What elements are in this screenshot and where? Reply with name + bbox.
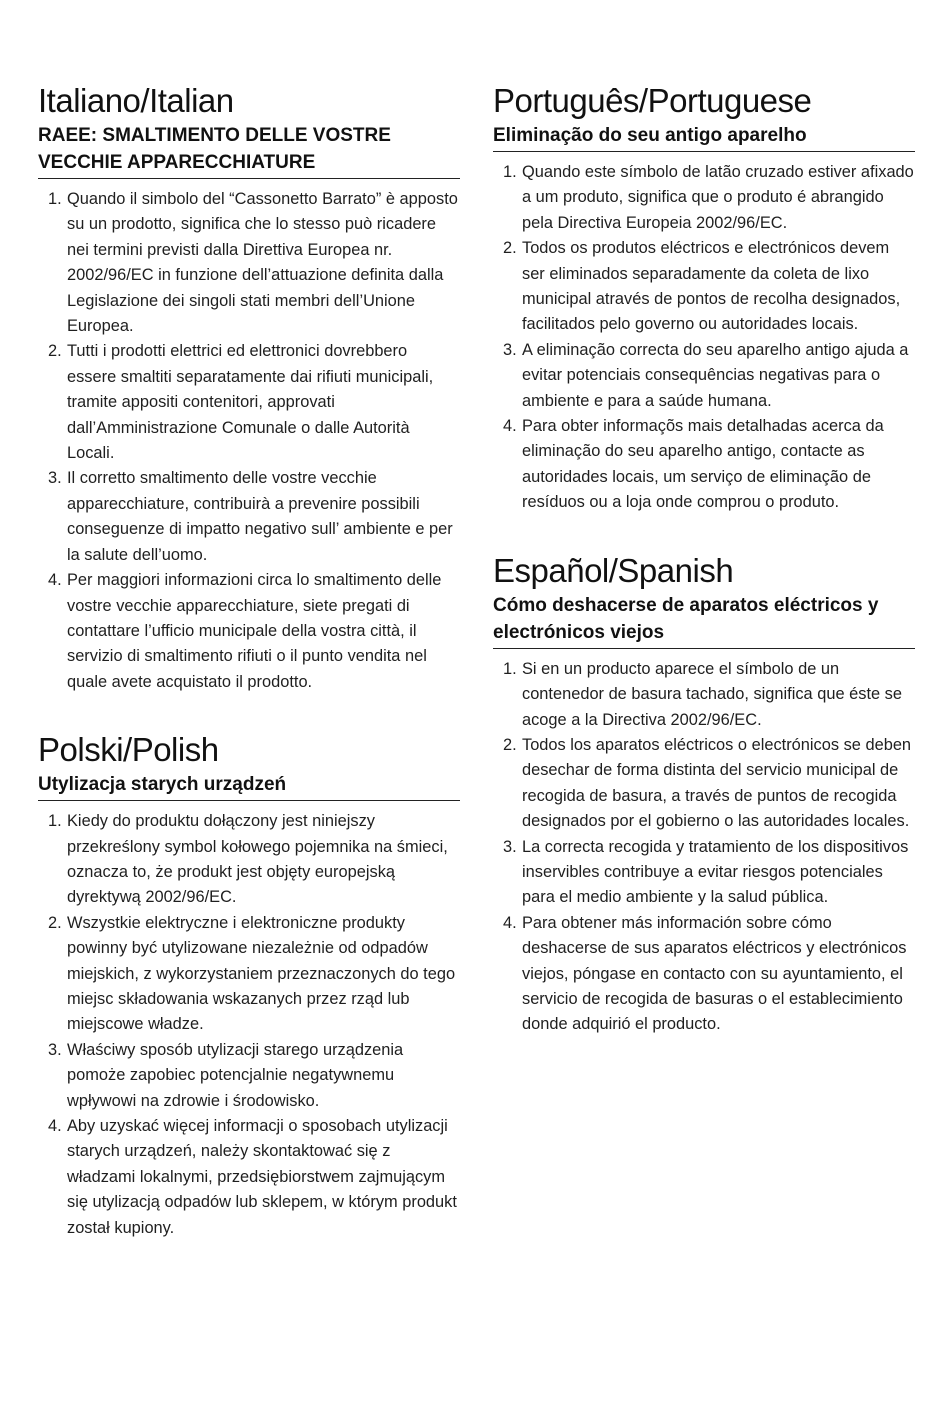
item-text: Para obter informaçõs mais detalhadas acerca da eliminação do seu aparelho antigo, contacte as autoridades locais, um serviço de eliminação de resíduos ou a loja onde comprou o produto. [522, 417, 884, 512]
item-number: 2. [503, 239, 517, 258]
item-text: Aby uzyskać więcej informacji o sposobach utylizacji starych urządzeń, należy skontaktować się z władzami lokalnymi, przedsiębiorstwem zajmującym się utylizacją odpadów lub sklepem, w którym produkt został kupiony. [67, 1117, 457, 1237]
left-column [38, 80, 460, 1275]
item-text: Wszystkie elektryczne i elektroniczne produkty powinny być utylizowane niezależnie od odpadów miejskich, z wykorzystaniem przeznaczonych do tego miejsc składowania wskazanych przez rząd lub miejscowe władze. [67, 913, 456, 1034]
portuguese-list [493, 160, 915, 516]
item-text: Para obtener más información sobre cómo deshacerse de sus aparatos eléctricos y electrónicos viejos, póngase en contacto con su ayuntamiento, el servicio de recogida de basuras o el establecimiento donde adquirió el producto. [522, 913, 907, 1034]
portuguese-section [493, 80, 915, 516]
item-number: 1. [503, 659, 517, 678]
item-text: Todos os produtos eléctricos e electrónicos devem ser eliminados separadamente da coleta de lixo municipal através de pontos de recolha designados, facilitados pelo governo ou autoridades locais. [522, 239, 901, 334]
list-item [38, 187, 460, 339]
list-item [38, 809, 460, 911]
item-text: Si en un producto aparece el símbolo de un contenedor de basura tachado, significa que éste se acoge a la Directiva 2002/96/EC. [522, 659, 902, 729]
portuguese-subtitle: Eliminação do seu antigo aparelho [493, 122, 915, 152]
polish-subtitle: Utylizacja starych urządzeń [38, 771, 460, 801]
item-text: Il corretto smaltimento delle vostre vecchie apparecchiature, contribuirà a prevenire possibili conseguenze di impatto negativo sull’ ambiente e per la salute dell’uomo. [67, 469, 453, 564]
item-number: 4. [503, 417, 517, 436]
list-item [38, 1114, 460, 1241]
item-number: 1. [48, 812, 62, 831]
item-number: 3. [503, 340, 517, 359]
spanish-subtitle: Cómo deshacerse de aparatos eléctricos y electrónicos viejos [493, 592, 915, 649]
list-item [493, 733, 915, 835]
item-number: 3. [48, 469, 62, 488]
item-text: Todos los aparatos eléctricos o electrónicos se deben desechar de forma distinta del servicio municipal de recogida de basura, a través de puntos de recogida designados por el gobierno o las autoridades locales. [522, 735, 912, 831]
spanish-title: Español/Spanish [493, 551, 734, 589]
item-text: Właściwy sposób utylizacji starego urządzenia pomoże zapobiec potencjalnie negatywnemu wpływowi na zdrowie i środowisko. [67, 1040, 404, 1110]
item-text: Tutti i prodotti elettrici ed elettronici dovrebbero essere smaltiti separatamente dai rifiuti municipali, tramite appositi contenitori, approvati dall’Amministrazione Comunale o dalle Autorità Locali. [67, 342, 434, 463]
item-number: 2. [48, 913, 62, 932]
list-item [493, 236, 915, 338]
list-item [493, 160, 915, 236]
item-text: A eliminação correcta do seu aparelho antigo ajuda a evitar potenciais consequências negativas para o ambiente e para a saúde humana. [522, 340, 909, 410]
italian-list [38, 187, 460, 695]
item-text: La correcta recogida y tratamiento de los dispositivos inservibles contribuye a evitar riesgos potenciales para el medio ambiente y la salud pública. [522, 837, 909, 907]
item-number: 3. [48, 1040, 62, 1059]
list-item [38, 568, 460, 695]
list-item [493, 657, 915, 733]
item-number: 2. [503, 735, 517, 754]
spanish-list [493, 657, 915, 1038]
italian-title: Italiano/Italian [38, 82, 234, 119]
list-item [38, 911, 460, 1038]
item-number: 4. [503, 913, 517, 932]
italian-subtitle: RAEE: SMALTIMENTO DELLE VOSTRE VECCHIE APPARECCHIATURE [38, 122, 460, 179]
item-text: Quando il simbolo del “Cassonetto Barrato” è apposto su un prodotto, significa che lo stesso può ricadere nei termini previsti dalla Direttiva Europea nr. 2002/96/EC in funzione dell’attuazione definita dalla Legislazione dei singoli stati membri dell’Unione Europea. [67, 190, 458, 336]
polish-section [38, 729, 460, 1241]
item-number: 1. [48, 190, 62, 208]
polish-title: Polski/Polish [38, 731, 219, 769]
right-column [493, 80, 915, 1072]
item-number: 3. [503, 837, 517, 856]
item-number: 4. [48, 1117, 62, 1135]
list-item [493, 911, 915, 1038]
italian-section [38, 80, 460, 695]
item-number: 1. [503, 163, 517, 181]
list-item [38, 339, 460, 466]
item-text: Kiedy do produktu dołączony jest niniejszy przekreślony symbol kołowego pojemnika na śmieci, oznacza to, że produkt jest objęty europejską dyrektywą 2002/96/EC. [67, 812, 448, 907]
item-number: 4. [48, 571, 62, 590]
item-text: Quando este símbolo de latão cruzado estiver afixado a um produto, significa que o produto é abrangido pela Directiva Europeia 2002/96/EC. [522, 163, 914, 232]
list-item [38, 1038, 460, 1114]
item-text: Per maggiori informazioni circa lo smaltimento delle vostre vecchie apparecchiature, siete pregati di contattare l’ufficio municipale della vostra città, il servizio di smaltimento rifiuti o il punto vendita nel quale avete acquistato il prodotto. [67, 571, 442, 691]
list-item [38, 466, 460, 568]
spanish-section [493, 550, 915, 1038]
list-item [493, 835, 915, 911]
polish-list [38, 809, 460, 1241]
list-item [493, 338, 915, 414]
portuguese-title: Português/Portuguese [493, 82, 812, 119]
list-item [493, 414, 915, 516]
item-number: 2. [48, 342, 62, 361]
